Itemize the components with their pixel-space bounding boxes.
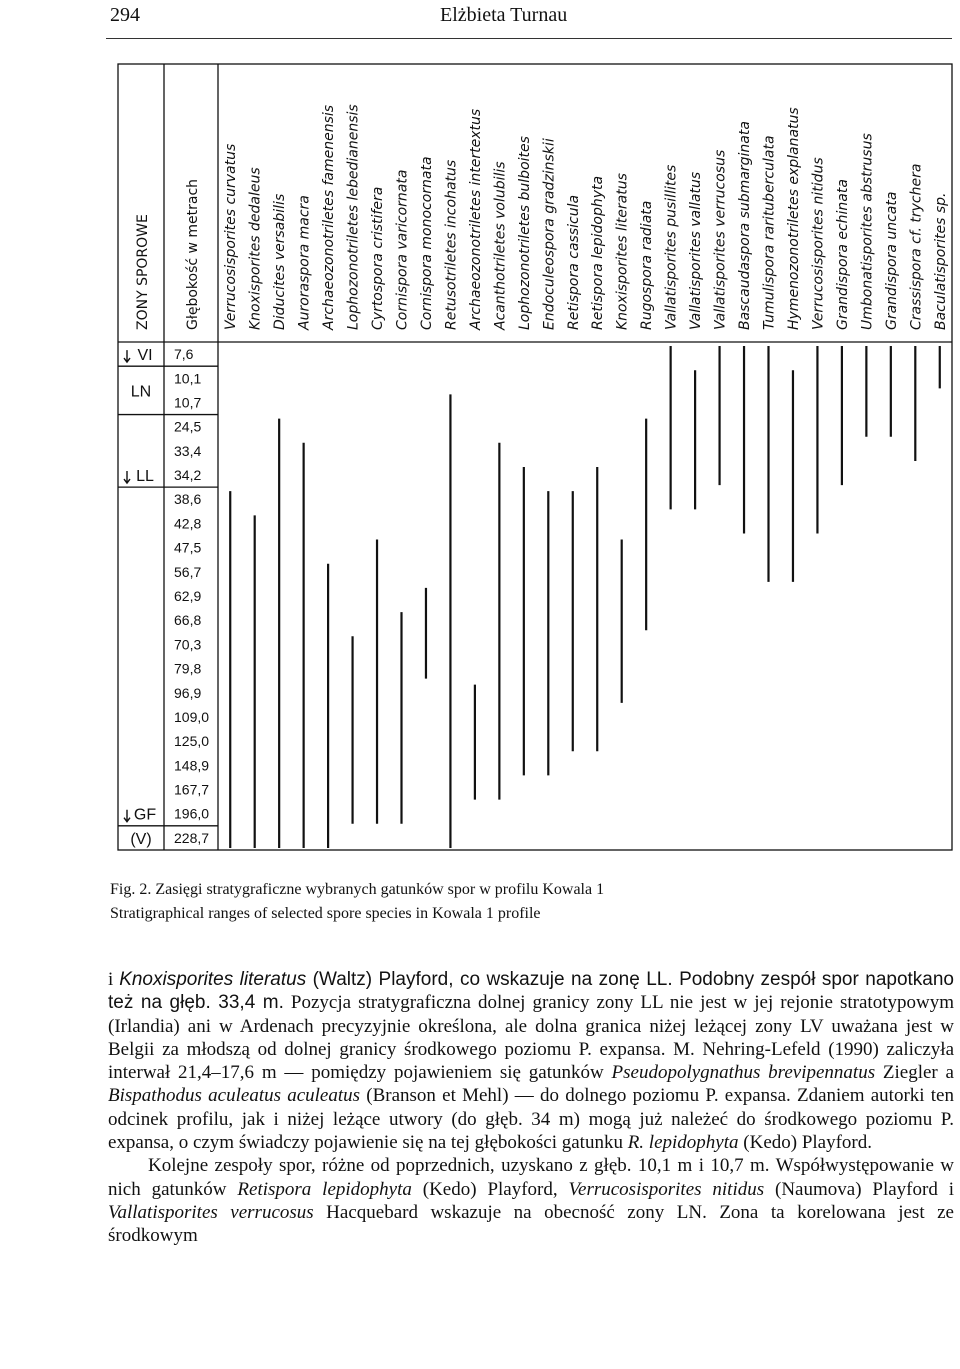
depth-value: 79,8 [174, 660, 202, 677]
text-run: Verrucosisporites nitidus [568, 1178, 765, 1200]
depth-value: 7,6 [174, 346, 194, 363]
depth-value: 109,0 [174, 708, 210, 725]
depth-value: 34,2 [174, 467, 202, 484]
depth-value: 33,4 [174, 442, 202, 459]
species-label: Verrucosisporites nitidus [810, 157, 827, 330]
caption-pl: Zasięgi stratygraficzne wybranych gatunków spor w profilu Kowala 1 [155, 881, 605, 898]
body-text [108, 968, 954, 1248]
text-run: Vallatisporites verrucosus [108, 1201, 314, 1223]
species-label: Retispora lepidophyta [590, 175, 607, 330]
depth-value: 24,5 [174, 418, 202, 435]
species-label: Diducites versabilis [272, 193, 289, 330]
depth-value: 10,7 [174, 394, 202, 411]
species-label: Cornispora varicornata [394, 169, 411, 330]
depth-value: 125,0 [174, 733, 210, 750]
zone-label: LL [136, 468, 154, 486]
depth-value: 70,3 [174, 636, 202, 653]
text-run: (Kedo) Playford. [738, 1132, 873, 1154]
species-label: Crassispora cf. trychera [908, 163, 925, 330]
text-run: Bispathodus aculeatus aculeatus [108, 1085, 361, 1107]
species-label: Grandispora uncata [883, 191, 900, 330]
species-label: Baculatisporites sp. [932, 192, 949, 330]
running-head [0, 4, 960, 32]
depth-value: 38,6 [174, 491, 202, 508]
species-label: Verrucosisporites curvatus [223, 143, 240, 330]
text-run: (Branson et Mehl) — do dolnego poziomu P. expansa. Zdaniem autorki ten odcinek profilu, jak i niżej leżące utwory (do głęb. 34 m) mogą już należeć do środkowego poziomu P. expansa, o czym świadczy pojawienie się na tej głębokości gatunku [108, 1085, 954, 1154]
species-label: Lophozonotriletes lebedianensis [345, 104, 362, 330]
text-run: Retispora lepidophyta [237, 1178, 412, 1200]
range-chart-figure [0, 40, 960, 870]
depth-value: 56,7 [174, 563, 202, 580]
text-run: (Naumova) Playford i [764, 1178, 954, 1200]
text-run: Knoxisporites literatus [119, 969, 307, 990]
paragraph-1 [108, 968, 954, 1154]
species-label: Retusotriletes incohatus [443, 159, 460, 330]
depth-value: 47,5 [174, 539, 202, 556]
text-run: R. lepidophyta [627, 1132, 739, 1154]
text-run: i [108, 969, 120, 990]
header-rule [106, 38, 952, 39]
depth-value: 62,9 [174, 588, 202, 604]
species-label: Knoxisporites literatus [614, 173, 631, 330]
species-label: Acanthotriletes volubilis [492, 161, 509, 330]
depth-header: Głębokość w metrach [185, 178, 201, 330]
depth-value: 66,8 [174, 612, 202, 629]
zone-label: (V) [130, 830, 152, 848]
text-run: Kolejne zespoły spor, różne od poprzednich, uzyskano z głęb. 10,1 m i 10,7 m. Współwystępowanie w nich gatunków [108, 1155, 954, 1200]
depth-value: 96,9 [174, 684, 202, 701]
species-label: Lophozonotriletes bulboites [516, 136, 533, 330]
species-label: Cornispora monocornata [418, 156, 435, 330]
text-run: Pozycja stratygraficzna dolnej granicy zony LL nie jest w jej rejonie stratotypowym (Irlandia) ani w Ardenach precyzyjnie określona, ale dolna granica niżej leżącej zony LV uważana jest w Belgii za młodszą od dolnej granicy środkowego poziomu P. expansa. M. Nehring-Lefeld (1990) zaliczyła interwał 21,4–17,6 m — pomiędzy pojawieniem się gatunków [108, 992, 954, 1084]
zone-boundary-arrow [124, 350, 130, 362]
zones-header: ZONY SPOROWE [135, 214, 151, 330]
species-label: Tumulispora rarituberculata [761, 135, 778, 330]
paragraph-2 [108, 1154, 954, 1247]
species-label: Umbonatisporites abstrusus [859, 133, 876, 330]
species-label: Retispora cassicula [565, 194, 582, 330]
species-label: Bascaudaspora submarginata [737, 121, 754, 330]
running-author: Elżbieta Turnau [440, 4, 568, 26]
depth-value: 148,9 [174, 757, 210, 774]
zone-label: VI [137, 347, 153, 365]
species-label: Endoculeospora gradzinskii [541, 138, 558, 330]
caption-line-en: Stratigraphical ranges of selected spore species in Kowala 1 profile [110, 905, 541, 922]
depth-value: 196,0 [174, 805, 210, 822]
depth-value: 42,8 [174, 515, 202, 532]
species-label: Cyrtospora cristifera [370, 186, 387, 330]
zone-boundary-arrow [124, 810, 130, 822]
caption-line-pl [110, 878, 950, 902]
species-label: Hymenozonotriletes explanatus [785, 107, 802, 330]
text-run: (Kedo) Playford, [411, 1178, 569, 1200]
species-label: Knoxisporites dedaleus [247, 167, 264, 330]
page-number: 294 [110, 4, 140, 26]
depth-value: 167,7 [174, 781, 210, 798]
zone-boundary-arrow [124, 471, 130, 483]
text-run: (Waltz) Playford, co wskazuje na zonę LL. Podobny zespół spor napotkano też na głęb. 33,4 m. [108, 969, 955, 1014]
text-run: Ziegler a [875, 1062, 954, 1084]
species-label: Archaeozonotriletes famenensis [321, 104, 338, 330]
depth-value: 10,1 [174, 370, 202, 387]
species-label: Vallatisporites vallatus [688, 171, 705, 330]
figure-caption [110, 878, 950, 926]
species-label: Vallatisporites pusillites [663, 164, 680, 330]
species-label: Rugospora radiata [639, 200, 656, 330]
depth-value: 228,7 [174, 829, 210, 846]
zone-label: LN [130, 383, 152, 401]
species-label: Grandispora echinata [834, 179, 851, 330]
text-run: Pseudopolygnathus brevipennatus [611, 1062, 876, 1084]
figure-frame [118, 64, 952, 850]
text-run: Hacquebard wskazuje na obecność zony LN. Zona ta korelowana jest ze środkowym [108, 1201, 954, 1247]
species-label: Auroraspora macra [296, 195, 313, 330]
species-label: Vallatisporites verrucosus [712, 149, 729, 330]
figure-label: Fig. 2. [110, 881, 152, 898]
species-label: Archaeozonotriletes intertextus [467, 108, 484, 330]
zone-label: GF [133, 806, 157, 824]
